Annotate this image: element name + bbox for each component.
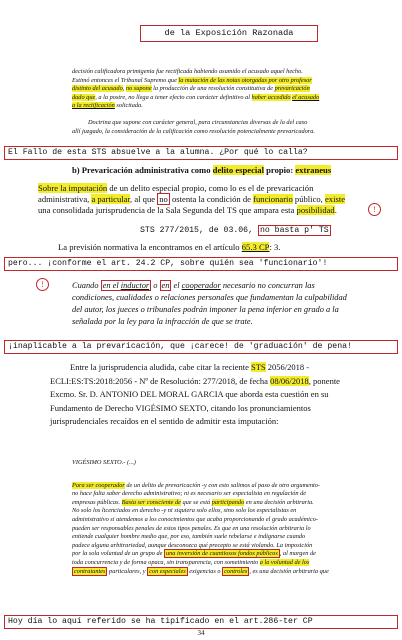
quote1-line: a la rectificación solicitada. — [72, 102, 143, 110]
paragraph-3 — [50, 361, 365, 429]
paragraph-line: Sobre la imputación de un delito especial propio, como lo es el de prevaricación — [38, 183, 314, 193]
quote3-line: entiende cualquier hombre medio que, por eso, también suele rebelarse e indignarse cuando — [72, 533, 306, 541]
quote3-line: Para ser cooperador de un delito de prevaricación -y con esto salimos al paso de otro argumento- — [72, 481, 320, 489]
quote3-line: toda concurrencia y de forma opaca, sin transparencia, con sometimiento a la voluntad de los — [72, 558, 310, 566]
quote3-line: pueden ser responsables penales de estos tipos penales. Es que en una resolución arbitraria lo — [72, 524, 311, 532]
quote3-line: empresas públicas. Basta ser consciente de que se está participando en una decisión arbitraria. — [72, 498, 314, 506]
paragraph-2: La previsión normativa la encontramos en el artículo 65.3 CP: 3. — [58, 242, 281, 252]
quote3-line: No solo los licenciados en derecho -y ni siquiera solo ellos, sino solo los especialistas en — [72, 507, 297, 515]
quote3-line: por la sola voluntad de un grupo de una inversión de cuantiosos fondos públicos , al margen de — [72, 550, 316, 558]
annotation-note-4: Hoy día lo aquí referido se ha tipificado en el art.286-ter CP — [4, 615, 398, 629]
paragraph-line: administrativa, a particular, al que no ostenta la condición de funcionario público, existe — [38, 194, 346, 205]
quote1-line: Estimó entonces el Tribunal Supremo que la mutación de las notas otorgadas por otro profesor — [72, 76, 312, 84]
annotation-note-2: pero... ¡conforme el art. 24.2 CP, sobre quién sea 'funcionario'! — [4, 257, 398, 271]
margin-exclamation-mark: ! — [368, 203, 381, 216]
no-basta-note: no basta p' TS — [259, 226, 329, 235]
quote2-line: Cuando en el inductor o en el cooperador necesario no concurran las — [72, 281, 315, 290]
quote2-line: condiciones, cualidades o relaciones personales que fundamentan la culpabilidad — [72, 293, 347, 302]
quote-block-3 — [72, 459, 362, 576]
paragraph-1 — [38, 183, 358, 217]
quote3-line: contratantes particulares, y con especiales exigencias o controles , es una decisión arbitraria que — [74, 567, 329, 575]
quote2-line: señalada por la ley para la infracción de que se trate. — [72, 317, 253, 326]
paragraph-line: una consolidada jurisprudencia de la Sala Segunda del TS que ampara esta posibilidad. — [38, 205, 337, 216]
header-note: de la Exposición Razonada — [140, 25, 318, 42]
paragraph-line: Fundamento de Derecho VIGÉSIMO SEXTO, citando los pronunciamientos — [50, 402, 311, 413]
paragraph-line: Entre la jurisprudencia aludida, cabe citar la reciente STS 2056/2018 - — [70, 362, 310, 372]
page-number: 34 — [197, 629, 205, 637]
quote-block-1 — [72, 68, 352, 136]
sts-annotation: STS 277/2015, de 03.06, no basta p' TS — [140, 226, 329, 235]
quote3-line: administrativo si atendemos a los conocimientos que acaba proporcionando el grado académico- — [72, 515, 318, 523]
quote-block-2 — [72, 280, 362, 328]
quote3-line: no hace falta saber derecho administrativo; ni es necesario ser especialista en regulación de — [72, 490, 307, 498]
section-heading: b) Prevaricación administrativa como delito especial propio: extraneus — [72, 165, 332, 175]
quote1-line: Doctrina que supone con carácter general, para circunstancias diversas de la del caso — [88, 118, 308, 126]
paragraph-line: Excmo. Sr. D. ANTONIO DEL MORAL GARCIA que aborda esta cuestión en su — [50, 389, 329, 399]
quote1-line: dado que, a la postre, no llega a tener efecto con carácter definitivo al haber accedido el acusado — [72, 93, 320, 101]
quote3-heading: VIGÉSIMO SEXTO.- (...) — [72, 459, 136, 466]
quote3-line: padece alguna arbitrariedad, aunque desconozca qué precepto se está violando. La imposición — [72, 541, 313, 549]
margin-exclamation-mark: ! — [36, 278, 49, 291]
quote1-line: decisión calificadora primigenia fue rectificada habiendo asumido el acusado aquel hecho. — [72, 68, 303, 75]
quote2-line: del autor, los jueces o tribunales podrán imponer la pena inferior en grado a la — [72, 305, 339, 314]
annotation-note-1: El Fallo de esta STS absuelve a la alumna. ¿Por qué lo calla? — [4, 146, 398, 160]
paragraph-line: jurisprudenciales recaídos en el sentido de admitir esta imputación: — [50, 416, 279, 426]
paragraph-line: ECLI:ES:TS:2018:2056 - Nº de Resolución: 277/2018, de fecha 08/06/2018, ponente — [50, 375, 340, 386]
quote1-line: allí juzgado, la consideración de la calificación como resolución potencialmente prevaricadora. — [72, 127, 315, 135]
annotation-note-3: ¡inaplicable a la prevaricación, que ¡carece! de 'graduación' de pena! — [4, 340, 398, 354]
quote1-line: distinto del acusado, no supone la producción de una resolución constitutiva de prevaricación — [72, 85, 310, 93]
